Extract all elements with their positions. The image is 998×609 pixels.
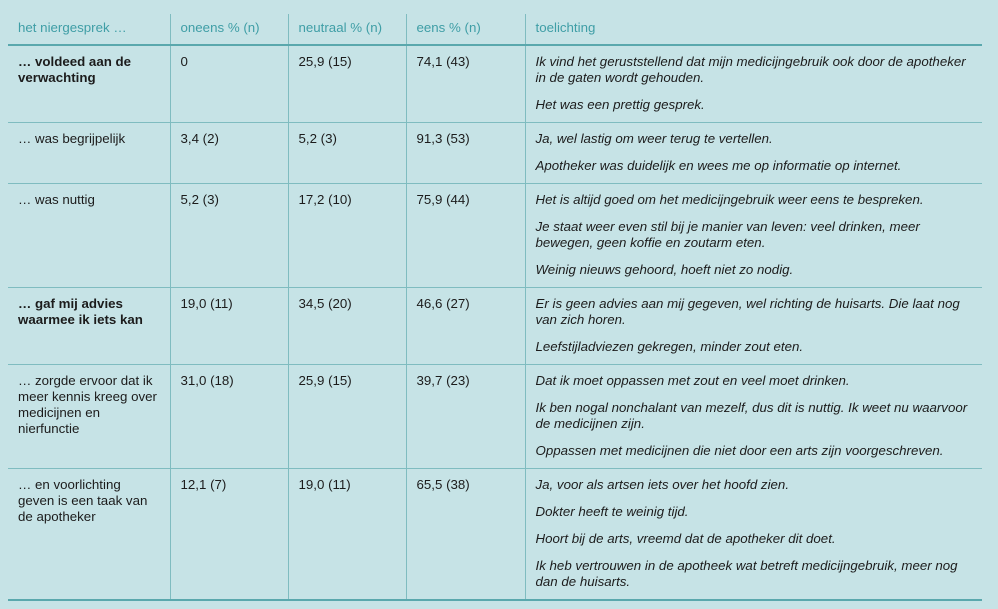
row-eens: 65,5 (38)	[406, 469, 525, 601]
comment: Apotheker was duidelijk en wees me op informatie op internet.	[535, 158, 902, 173]
header-oneens: oneens % (n)	[170, 14, 288, 45]
row-comments	[525, 123, 982, 184]
row-neutraal: 34,5 (20)	[288, 288, 406, 365]
row-statement: … was nuttig	[8, 184, 170, 288]
row-neutraal: 25,9 (15)	[288, 365, 406, 469]
comment: Je staat weer even stil bij je manier van leven: veel drinken, meer bewegen, geen koffie en zoutarm eten.	[535, 219, 920, 250]
comment: Ik ben nogal nonchalant van mezelf, dus dit is nuttig. Ik weet nu waarvoor de medicijnen zijn.	[535, 400, 968, 431]
table-header-row	[8, 14, 982, 45]
row-oneens: 19,0 (11)	[170, 288, 288, 365]
row-neutraal: 17,2 (10)	[288, 184, 406, 288]
row-comments	[525, 288, 982, 365]
row-statement: … was begrijpelijk	[8, 123, 170, 184]
comment: Het was een prettig gesprek.	[535, 97, 705, 112]
comment: Ja, wel lastig om weer terug te vertellen.	[535, 131, 773, 146]
row-neutraal: 5,2 (3)	[288, 123, 406, 184]
row-statement: … voldeed aan de verwachting	[8, 45, 170, 123]
comment: Ik vind het geruststellend dat mijn medicijngebruik ook door de apotheker in de gaten wordt gehouden.	[535, 54, 966, 85]
row-oneens: 3,4 (2)	[170, 123, 288, 184]
row-eens: 74,1 (43)	[406, 45, 525, 123]
row-eens: 75,9 (44)	[406, 184, 525, 288]
header-statement: het niergesprek …	[8, 14, 170, 45]
comment: Het is altijd goed om het medicijngebruik weer eens te bespreken.	[535, 192, 924, 207]
row-comments	[525, 45, 982, 123]
row-comments	[525, 184, 982, 288]
header-neutraal: neutraal % (n)	[288, 14, 406, 45]
table-row	[8, 123, 982, 184]
comment: Weinig nieuws gehoord, hoeft niet zo nodig.	[535, 262, 794, 277]
row-oneens: 31,0 (18)	[170, 365, 288, 469]
row-statement: … gaf mij advies waarmee ik iets kan	[8, 288, 170, 365]
comment: Ik heb vertrouwen in de apotheek wat betreft medicijngebruik, meer nog dan de huisarts.	[535, 558, 958, 589]
row-oneens: 12,1 (7)	[170, 469, 288, 601]
row-eens: 46,6 (27)	[406, 288, 525, 365]
table-row	[8, 45, 982, 123]
comment: Oppassen met medicijnen die niet door een arts zijn voorgeschreven.	[535, 443, 944, 458]
table-row	[8, 365, 982, 469]
comment: Dat ik moet oppassen met zout en veel moet drinken.	[535, 373, 850, 388]
comment: Leefstijladviezen gekregen, minder zout eten.	[535, 339, 804, 354]
row-oneens: 5,2 (3)	[170, 184, 288, 288]
table-row	[8, 469, 982, 601]
survey-results-table	[8, 14, 982, 601]
row-statement: … en voorlichting geven is een taak van de apotheker	[8, 469, 170, 601]
header-toelichting: toelichting	[525, 14, 982, 45]
comment: Dokter heeft te weinig tijd.	[535, 504, 689, 519]
row-neutraal: 19,0 (11)	[288, 469, 406, 601]
row-eens: 91,3 (53)	[406, 123, 525, 184]
row-oneens: 0	[170, 45, 288, 123]
comment: Ja, voor als artsen iets over het hoofd zien.	[535, 477, 790, 492]
row-comments	[525, 365, 982, 469]
row-comments	[525, 469, 982, 601]
row-statement: … zorgde ervoor dat ik meer kennis kreeg over medicijnen en nierfunctie	[8, 365, 170, 469]
row-eens: 39,7 (23)	[406, 365, 525, 469]
header-eens: eens % (n)	[406, 14, 525, 45]
table-row	[8, 288, 982, 365]
table-row	[8, 184, 982, 288]
comment: Hoort bij de arts, vreemd dat de apotheker dit doet.	[535, 531, 836, 546]
comment: Er is geen advies aan mij gegeven, wel richting de huisarts. Die laat nog van zich horen.	[535, 296, 960, 327]
row-neutraal: 25,9 (15)	[288, 45, 406, 123]
